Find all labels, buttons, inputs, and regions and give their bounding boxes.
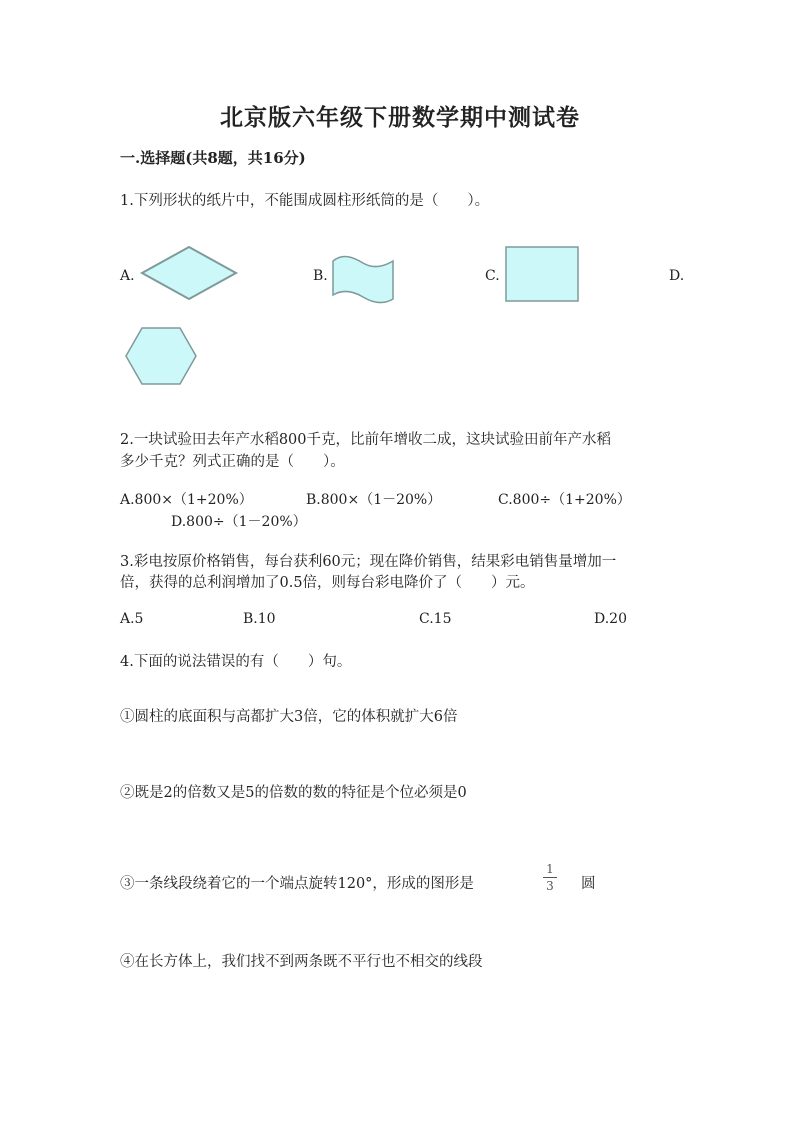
q4-statement-2: ②既是2的倍数又是5的倍数的数的特征是个位必须是0 — [120, 785, 467, 801]
question-4-stem: 4.下面的说法错误的有（ ）句。 — [120, 654, 352, 670]
q4-statement-4: ④在长方体上，我们找不到两条既不平行也不相交的线段 — [120, 954, 483, 970]
q4-statement-3: ③一条线段绕着它的一个端点旋转120°，形成的图形是 — [120, 876, 474, 892]
question-1-stem: 1.下列形状的纸片中，不能围成圆柱形纸筒的是（ ）。 — [120, 193, 490, 209]
page-title: 北京版六年级下册数学期中测试卷 — [220, 104, 580, 131]
q3-option-c: C.15 — [419, 611, 452, 627]
q1-label-d: D. — [669, 268, 685, 284]
q3-option-b: B.10 — [243, 611, 276, 627]
rhombus-shape — [140, 245, 238, 301]
hexagon-shape — [124, 327, 198, 385]
q4-statement-3-suffix: 圆 — [581, 876, 596, 892]
question-2-line-2: 多少千克？列式正确的是（ ）。 — [120, 454, 345, 470]
question-2-line-1: 2.一块试验田去年产水稻800千克，比前年增收二成，这块试验田前年产水稻 — [120, 432, 612, 448]
q3-option-d: D.20 — [594, 611, 627, 627]
q2-option-b: B.800×（1－20%） — [306, 492, 442, 508]
fraction-denominator: 3 — [546, 879, 554, 893]
q4-statement-1: ①圆柱的底面积与高都扩大3倍，它的体积就扩大6倍 — [120, 709, 458, 725]
q1-label-a: A. — [120, 268, 135, 284]
question-3-line-1: 3.彩电按原价格销售，每台获利60元；现在降价销售，结果彩电销售量增加一 — [120, 554, 617, 570]
fraction-bar — [543, 877, 557, 878]
q1-label-c: C. — [485, 268, 500, 284]
rectangle-shape — [505, 246, 579, 302]
q2-option-a: A.800×（1+20%） — [120, 492, 253, 508]
fraction-numerator: 1 — [546, 862, 554, 876]
q2-option-c: C.800÷（1+20%） — [498, 492, 631, 508]
section-heading: 一.选择题(共8题，共16分) — [120, 149, 306, 167]
wavy-sheet-shape — [331, 255, 395, 303]
q1-label-b: B. — [313, 268, 328, 284]
q3-option-a: A.5 — [120, 611, 144, 627]
question-3-line-2: 倍，获得的总利润增加了0.5倍，则每台彩电降价了（ ）元。 — [120, 575, 535, 591]
q2-option-d: D.800÷（1－20%） — [171, 514, 307, 530]
fraction-one-third — [541, 862, 559, 893]
